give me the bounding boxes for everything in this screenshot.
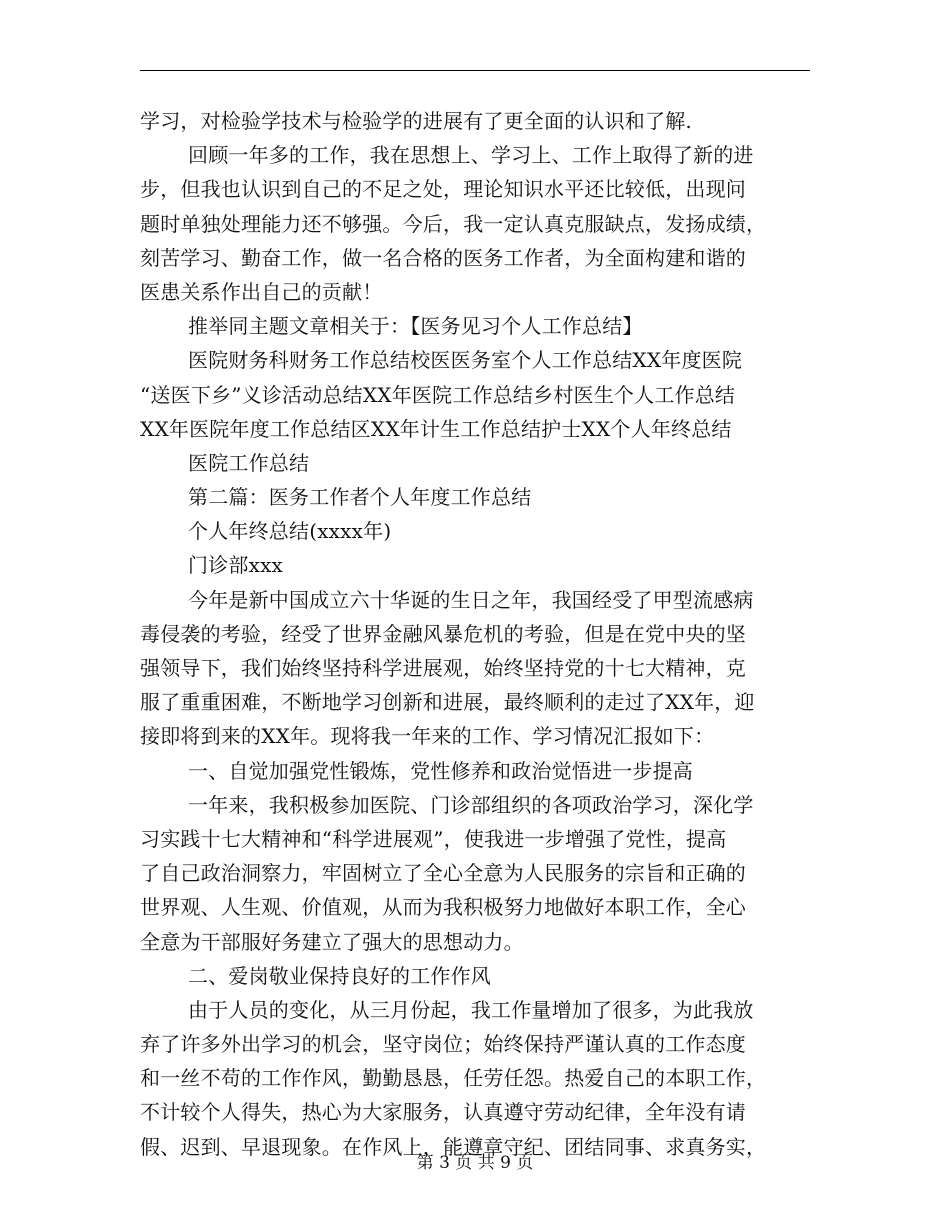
text-line: 学习，对检验学技术与检验学的进展有了更全面的认识和了解. xyxy=(140,109,692,133)
text-line: 个人年终总结(xxxx年) xyxy=(188,519,392,544)
section-heading: 二、爱岗敬业保持良好的工作作风 xyxy=(188,963,491,988)
text-line: 今年是新中国成立六十华诞的生日之年，我国经受了甲型流感病 xyxy=(188,587,754,612)
header-rule xyxy=(140,70,810,71)
text-line: 世界观、人生观、价值观，从而为我积极努力地做好本职工作，全心 xyxy=(140,895,746,920)
text-line: 门诊部xxx xyxy=(188,553,284,578)
text-line: 回顾一年多的工作，我在思想上、学习上、工作上取得了新的进 xyxy=(188,143,754,168)
document-body xyxy=(140,104,812,1164)
text-line: 医院工作总结 xyxy=(188,450,310,475)
text-line: 由于人员的变化，从三月份起，我工作量增加了很多，为此我放 xyxy=(188,997,754,1022)
text-line: 习实践十七大精神和“科学进展观”，使我进一步增强了党性，提高 xyxy=(140,826,727,851)
text-line: 医患关系作出自己的贡献！ xyxy=(140,279,383,304)
text-line: 接即将到来的XX年。现将我一年来的工作、学习情况汇报如下： xyxy=(140,724,715,749)
section-heading: 第二篇：医务工作者个人年度工作总结 xyxy=(188,485,532,510)
text-line: 不计较个人得失，热心为大家服务，认真遵守劳动纪律，全年没有请 xyxy=(140,1100,746,1125)
section-heading: 一、自觉加强党性锻炼，党性修养和政治觉悟进一步提高 xyxy=(188,758,693,783)
text-line: 了自己政治洞察力，牢固树立了全心全意为人民服务的宗旨和正确的 xyxy=(140,861,746,886)
text-line: 毒侵袭的考验，经受了世界金融风暴危机的考验，但是在党中央的坚 xyxy=(140,621,746,646)
text-line: 全意为干部服好务建立了强大的思想动力。 xyxy=(140,929,524,954)
text-line: 医院财务科财务工作总结校医医务室个人工作总结XX年度医院 xyxy=(188,348,743,373)
text-line: 推举同主题文章相关于：【医务见习个人工作总结】 xyxy=(188,314,643,339)
text-line: 刻苦学习、勤奋工作，做一名合格的医务工作者，为全面构建和谐的 xyxy=(140,245,746,270)
text-line: 和一丝不苟的工作作风，勤勤恳恳，任劳任怨。热爱自己的本职工作， xyxy=(140,1066,767,1091)
text-line: 题时单独处理能力还不够强。今后，我一定认真克服缺点，发扬成绩， xyxy=(140,211,767,236)
text-line: 一年来，我积极参加医院、门诊部组织的各项政治学习，深化学 xyxy=(188,792,754,817)
text-line: “送医下乡”义诊活动总结XX年医院工作总结乡村医生个人工作总结 xyxy=(140,382,736,407)
page-number-footer: 第 3 页 共 9 页 xyxy=(416,1153,534,1173)
text-line: 假、迟到、早退现象。在作风上，能遵章守纪、团结同事、求真务实， xyxy=(140,1134,767,1159)
text-line: 弃了许多外出学习的机会，坚守岗位；始终保持严谨认真的工作态度 xyxy=(140,1032,746,1057)
text-line: 强领导下，我们始终坚持科学进展观，始终坚持党的十七大精神，克 xyxy=(140,656,746,680)
text-line: 步，但我也认识到自己的不足之处，理论知识水平还比较低，出现问 xyxy=(140,177,746,202)
text-line: 服了重重困难，不断地学习创新和进展，最终顺利的走过了XX年，迎 xyxy=(140,690,755,715)
text-line: XX年医院年度工作总结区XX年计生工作总结护士XX个人年终总结 xyxy=(140,416,732,441)
